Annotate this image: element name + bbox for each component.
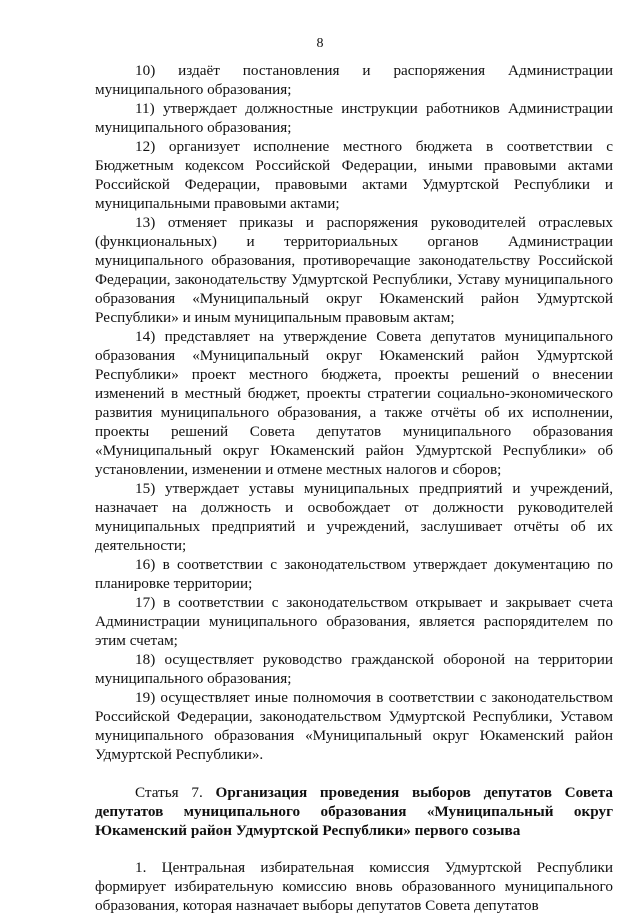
document-body: [95, 61, 613, 915]
page-number: 8: [316, 36, 324, 51]
list-item-11: 11) утверждает должностные инструкции работников Администрации муниципального образования;: [95, 100, 613, 136]
list-item-19: 19) осуществляет иные полномочия в соответствии с законодательством Российской Федерации, законодательством Удмуртской Республики, Уставом муниципального образования «Муниципальный округ Юкаменский район Удмуртской Республики».: [95, 689, 613, 763]
article-title: Организация проведения выборов депутатов Совета депутатов муниципального образования «Муниципальный округ Юкаменский район Удмуртской Республики» первого созыва: [95, 784, 614, 839]
article-label: Статья 7.: [135, 784, 203, 801]
list-item-10: 10) издаёт постановления и распоряжения Администрации муниципального образования;: [95, 62, 613, 98]
clause-1: 1. Центральная избирательная комиссия Удмуртской Республики формирует избирательную комиссию вновь образованного муниципального образования, которая назначает выборы депутатов Совета депутатов: [95, 859, 613, 914]
list-item-14: 14) представляет на утверждение Совета депутатов муниципального образования «Муниципальный округ Юкаменский район Удмуртской Республики» проект местного бюджета, проекты решений о внесении изменений в местный бюджет, проекты стратегии социально-экономического развития муниципального образования, а также отчёты об их исполнении, проекты решений Совета депутатов муниципального образования «Муниципальный округ Юкаменский район Удмуртской Республики» об установлении, изменении и отмене местных налогов и сборов;: [95, 328, 613, 478]
list-item-12: 12) организует исполнение местного бюджета в соответствии с Бюджетным кодексом Российской Федерации, иными правовыми актами Российской Федерации, правовыми актами Удмуртской Республики и муниципальными правовыми актами;: [95, 138, 613, 212]
list-item-18: 18) осуществляет руководство гражданской обороной на территории муниципального образования;: [95, 651, 613, 687]
list-item-15: 15) утверждает уставы муниципальных предприятий и учреждений, назначает на должность и освобождает от должности руководителей муниципальных предприятий и учреждений, заслушивает отчёты об их деятельности;: [95, 480, 613, 554]
list-item-17: 17) в соответствии с законодательством открывает и закрывает счета Администрации муниципального образования, является распорядителем по этим счетам;: [95, 594, 613, 649]
article-heading: [95, 783, 613, 840]
list-item-16: 16) в соответствии с законодательством утверждает документацию по планировке территории;: [95, 556, 613, 592]
list-item-13: 13) отменяет приказы и распоряжения руководителей отраслевых (функциональных) и территориальных органов Администрации муниципального образования, противоречащие законодательству Российской Федерации, законодательству Удмуртской Республики, Уставу муниципального образования «Муниципальный округ Юкаменский район Удмуртской Республики» и иным муниципальным правовым актам;: [95, 214, 613, 326]
